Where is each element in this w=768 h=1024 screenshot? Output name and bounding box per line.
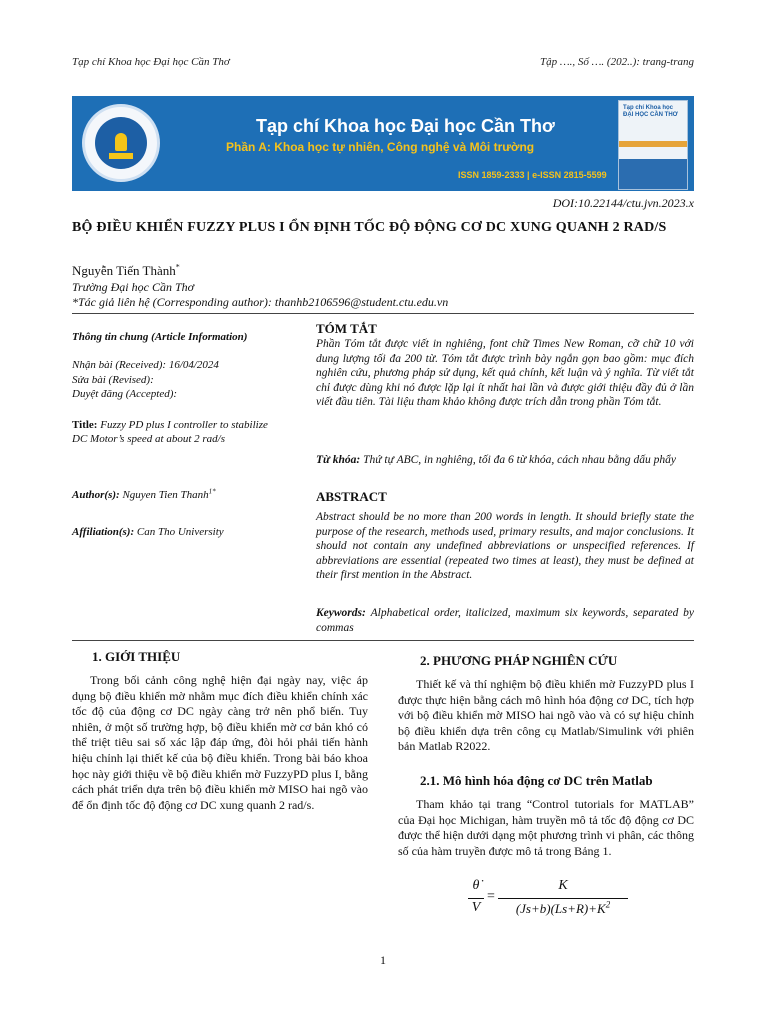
section-2-1-body	[398, 797, 694, 859]
article-info-heading: Thông tin chung (Article Information)	[72, 331, 248, 343]
page-number: 1	[380, 953, 386, 967]
authors-label: Author(s):	[72, 489, 120, 501]
abstract-text: Abstract should be no more than 200 words in length. It should briefly state the purpose of the research, methods used, primary results, and major conclusions. It should not contain any undefined abbreviations or unspecified references. If abbreviations are essential (repeated two times at least), they must be defined at their first mention in the Abstract.	[316, 511, 694, 582]
banner-title: Tạp chí Khoa học Đại học Cần Thơ	[256, 116, 555, 136]
section-2-heading: 2. PHƯƠNG PHÁP NGHIÊN CỨU	[420, 653, 618, 668]
paper-title: BỘ ĐIỀU KHIỂN FUZZY PLUS I ỔN ĐỊNH TỐC ĐỘ ĐỘNG CƠ DC XUNG QUANH 2 RAD/S	[72, 220, 667, 235]
abstract-keywords-value: Alphabetical order, italicized, maximum six keywords, separated by commas	[316, 607, 695, 634]
doi: DOI:10.22144/ctu.jvn.2023.x	[552, 196, 694, 210]
running-header-volume: Tập …., Số …. (202..): trang-trang	[539, 56, 694, 68]
title-value: Fuzzy PD plus I controller to stabilize DC Motor’s speed at about 2 rad/s	[72, 419, 268, 445]
section-1-text: Trong bối cảnh công nghệ hiện đại ngày nay, việc áp dụng bộ điều khiển mờ nhằm mục đích điều khiển chính xác tốc độ của động cơ DC ngày càng trở nên phổ biến. Tuy nhiên, ở một số trường hợp, bộ điều khiển mờ cơ bản khó có thể triệt tiêu sai số xác lập đáp ứng, đòi hỏi phải tiến hành hiệu chỉnh lại thiết kế của bộ điều khiển. Trong bài báo khoa học này giới thiệu về bộ điều khiển mờ FuzzyPD plus I, bằng cách phát triển dựa trên bộ điều khiển mờ MISO hai ngõ vào để ổn định tốc độ động cơ DC xung quanh 2 rad/s.	[72, 673, 368, 812]
divider-bottom	[72, 640, 694, 641]
section-2-1-text: Tham khảo tại trang “Control tutorials for MATLAB” của Đại học Michigan, hàm truyền mô tả tốc độ động cơ DC được thể hiện dưới dạng một phương trình vi phân, các thông số của hàm truyền được mô tả trong Bảng 1.	[398, 797, 694, 858]
tom-tat-keywords	[316, 453, 694, 468]
banner-subtitle: Phần A: Khoa học tự nhiên, Công nghệ và Môi trường	[226, 140, 535, 154]
university-seal-icon	[82, 104, 160, 182]
received-date: Nhận bài (Received): 16/04/2024	[72, 359, 219, 371]
formula-rhs-denominator-exponent: 2	[605, 899, 611, 910]
author	[72, 263, 180, 279]
cover-text: Tạp chí Khoa học ĐẠI HỌC CẦN THƠ	[623, 105, 678, 118]
divider-top	[72, 313, 694, 314]
affiliation-label: Affiliation(s):	[72, 526, 135, 538]
formula-lhs-denominator: V	[471, 900, 481, 915]
banner-issn: ISSN 1859-2333 | e-ISSN 2815-5599	[458, 170, 607, 180]
formula-rhs-denominator-body: (Js+b)(Ls+R)+K	[515, 901, 606, 916]
transfer-function-formula: θ̇ V = K $(Js+b)(Ls+R)+K^2$	[468, 878, 638, 920]
tom-tat-text: Phần Tóm tắt được viết in nghiêng, font chữ Times New Roman, cỡ chữ 10 với dung lượng tối đa 200 từ. Tóm tắt được trình bày ngắn gọn bao gồm: mục đích nghiên cứu, phương pháp sử dụng, kết quả chính, kết luận và ý nghĩa. Từ viết tắt chỉ được dùng khi nó được lặp lại ít nhất hai lần và được giới thiệu đầy đủ ở lần viết đầu tiên. Tài liệu tham khảo không được trích dẫn trong phần Tóm tắt.	[316, 338, 694, 409]
accepted-date: Duyệt đăng (Accepted):	[72, 388, 178, 400]
authors-mark: 1*	[208, 487, 216, 496]
section-2-1-heading: 2.1. Mô hình hóa động cơ DC trên Matlab	[420, 773, 653, 788]
abstract-keywords	[316, 606, 694, 635]
corresponding-author: *Tác giả liên hệ (Corresponding author): thanhb2106596@student.ctu.edu.vn	[72, 295, 449, 309]
section-1-body	[72, 673, 368, 813]
affiliation-value: Can Tho University	[136, 526, 224, 538]
formula-rhs-denominator	[498, 901, 628, 917]
journal-cover-thumbnail	[618, 100, 688, 190]
revised-date: Sửa bài (Revised):	[72, 374, 154, 386]
formula-rhs-numerator: K	[558, 878, 568, 893]
section-2-text: Thiết kế và thí nghiệm bộ điều khiển mờ FuzzyPD plus I được thực hiện bằng cách mô hình hóa động cơ DC, tích hợp với bộ điều khiển mờ MISO hai ngõ vào và có sự hiệu chỉnh bộ điều khiển dựa trên công cụ Matlab/Simulink với phiên bản Matlab R2022.	[398, 677, 694, 754]
abstract-heading: ABSTRACT	[316, 489, 387, 504]
author-mark: *	[175, 262, 180, 272]
formula-lhs-numerator: θ̇	[472, 878, 480, 893]
section-2-body	[398, 677, 694, 755]
tom-tat-heading: TÓM TẮT	[316, 321, 377, 336]
journal-banner	[72, 96, 694, 191]
tom-tat-keywords-label: Từ khóa:	[316, 454, 361, 466]
author-name: Nguyễn Tiến Thành	[72, 263, 176, 278]
english-title	[72, 418, 282, 446]
english-authors	[72, 488, 292, 502]
tom-tat-keywords-value: Thứ tự ABC, in nghiêng, tối đa 6 từ khóa, cách nhau bằng dấu phẩy	[363, 454, 676, 466]
section-1-heading: 1. GIỚI THIỆU	[92, 649, 181, 664]
title-label: Title:	[72, 419, 98, 431]
running-header-journal: Tạp chí Khoa học Đại học Cần Thơ	[72, 56, 230, 68]
english-affiliation	[72, 525, 292, 539]
authors-value: Nguyen Tien Thanh	[122, 489, 209, 501]
abstract-keywords-label: Keywords:	[316, 607, 366, 619]
affiliation: Trường Đại học Cần Thơ	[72, 280, 195, 294]
